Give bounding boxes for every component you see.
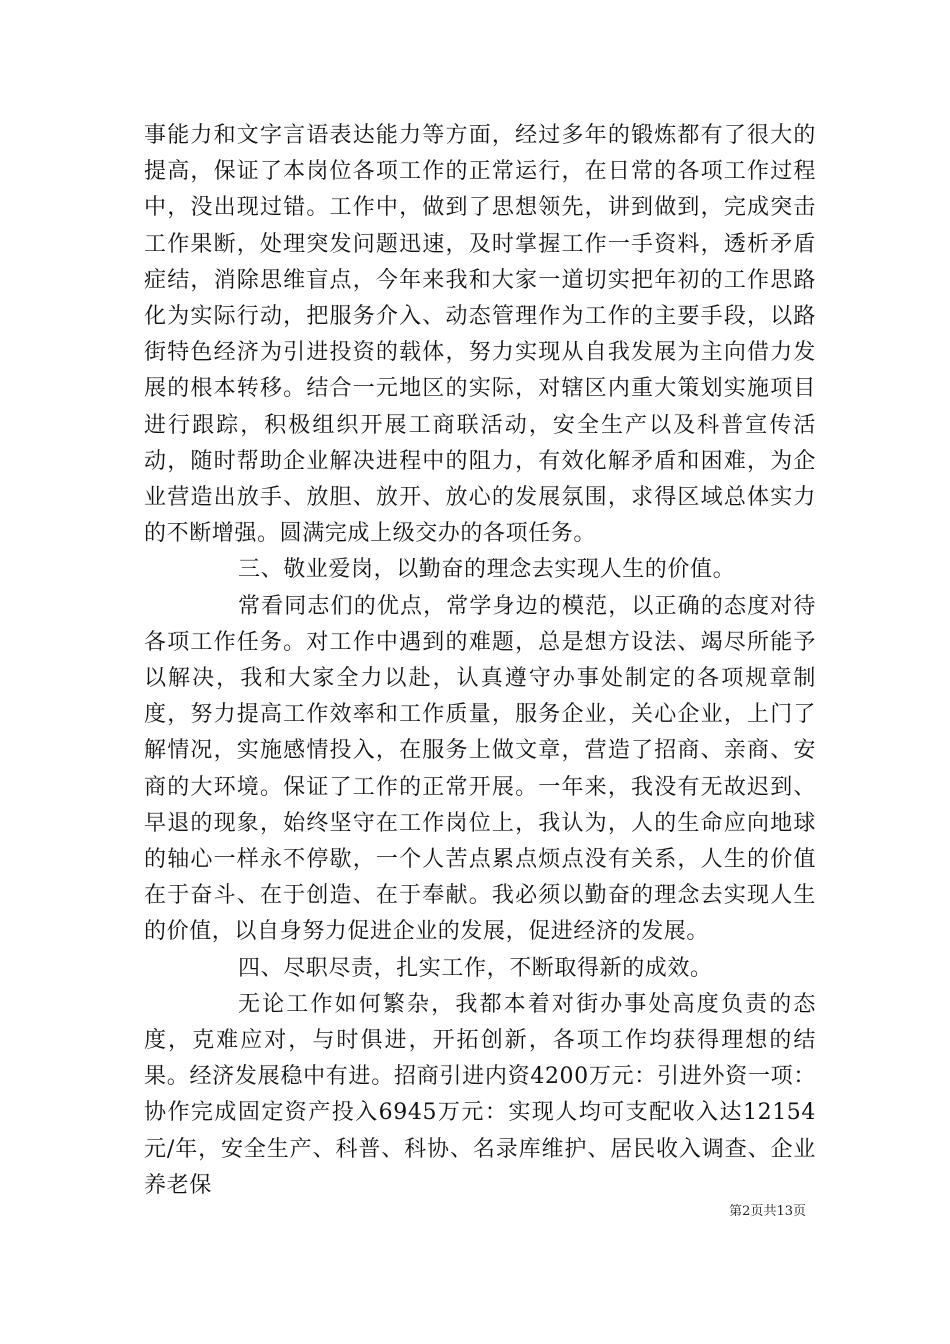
page-number-footer: 第2页共13页 <box>729 1204 806 1219</box>
paragraph-section-3: 常看同志们的优点，常学身边的模范，以正确的态度对待各项工作任务。对工作中遇到的难题，总是想方设法、竭尽所能予以解决，我和大家全力以赴，认真遵守办事处制定的各项规章制度，努力提高工作效率和工作质量，服务企业，关心企业，上门了解情况，实施感情投入，在服务上做文章，营造了招商、亲商、安商的大环境。保证了工作的正常开展。一年来，我没有无故迟到、早退的现象，始终坚守在工作岗位上，我认为，人的生命应向地球的轴心一样永不停歇，一个人苦点累点烦点没有关系，人生的价值在于奋斗、在于创造、在于奉献。我必须以勤奋的理念去实现人生的价值，以自身努力促进企业的发展，促进经济的发展。 <box>144 593 816 945</box>
section-heading-3: 三、敬业爱岗，以勤奋的理念去实现人生的价值。 <box>238 557 736 583</box>
body-text <box>144 118 816 1204</box>
section-heading-4: 四、尽职尽责，扎实工作，不断取得新的成效。 <box>238 955 713 981</box>
paragraph-section-4: 无论工作如何繁杂，我都本着对街办事处高度负责的态度，克难应对，与时俱进，开拓创新，各项工作均获得理想的结果。经济发展稳中有进。招商引进内资4200万元：引进外资一项：协作完成固定资产投入6945万元：实现人均可支配收入达12154元/年，安全生产、科普、科协、名录库维护、居民收入调查、企业养老保 <box>144 991 816 1198</box>
paragraph-continued: 事能力和文字言语表达能力等方面，经过多年的锻炼都有了很大的提高，保证了本岗位各项工作的正常运行，在日常的各项工作过程中，没出现过错。工作中，做到了思想领先，讲到做到，完成突击工作果断，处理突发问题迅速，及时掌握工作一手资料，透析矛盾症结，消除思维盲点，今年来我和大家一道切实把年初的工作思路化为实际行动，把服务介入、动态管理作为工作的主要手段，以路街特色经济为引进投资的载体，努力实现从自我发展为主向借力发展的根本转移。结合一元地区的实际，对辖区内重大策划实施项目进行跟踪，积极组织开展工商联活动，安全生产以及科普宣传活动，随时帮助企业解决进程中的阻力，有效化解矛盾和困难，为企业营造出放手、放胆、放开、放心的发展氛围，求得区域总体实力的不断增强。圆满完成上级交办的各项任务。 <box>144 123 816 547</box>
